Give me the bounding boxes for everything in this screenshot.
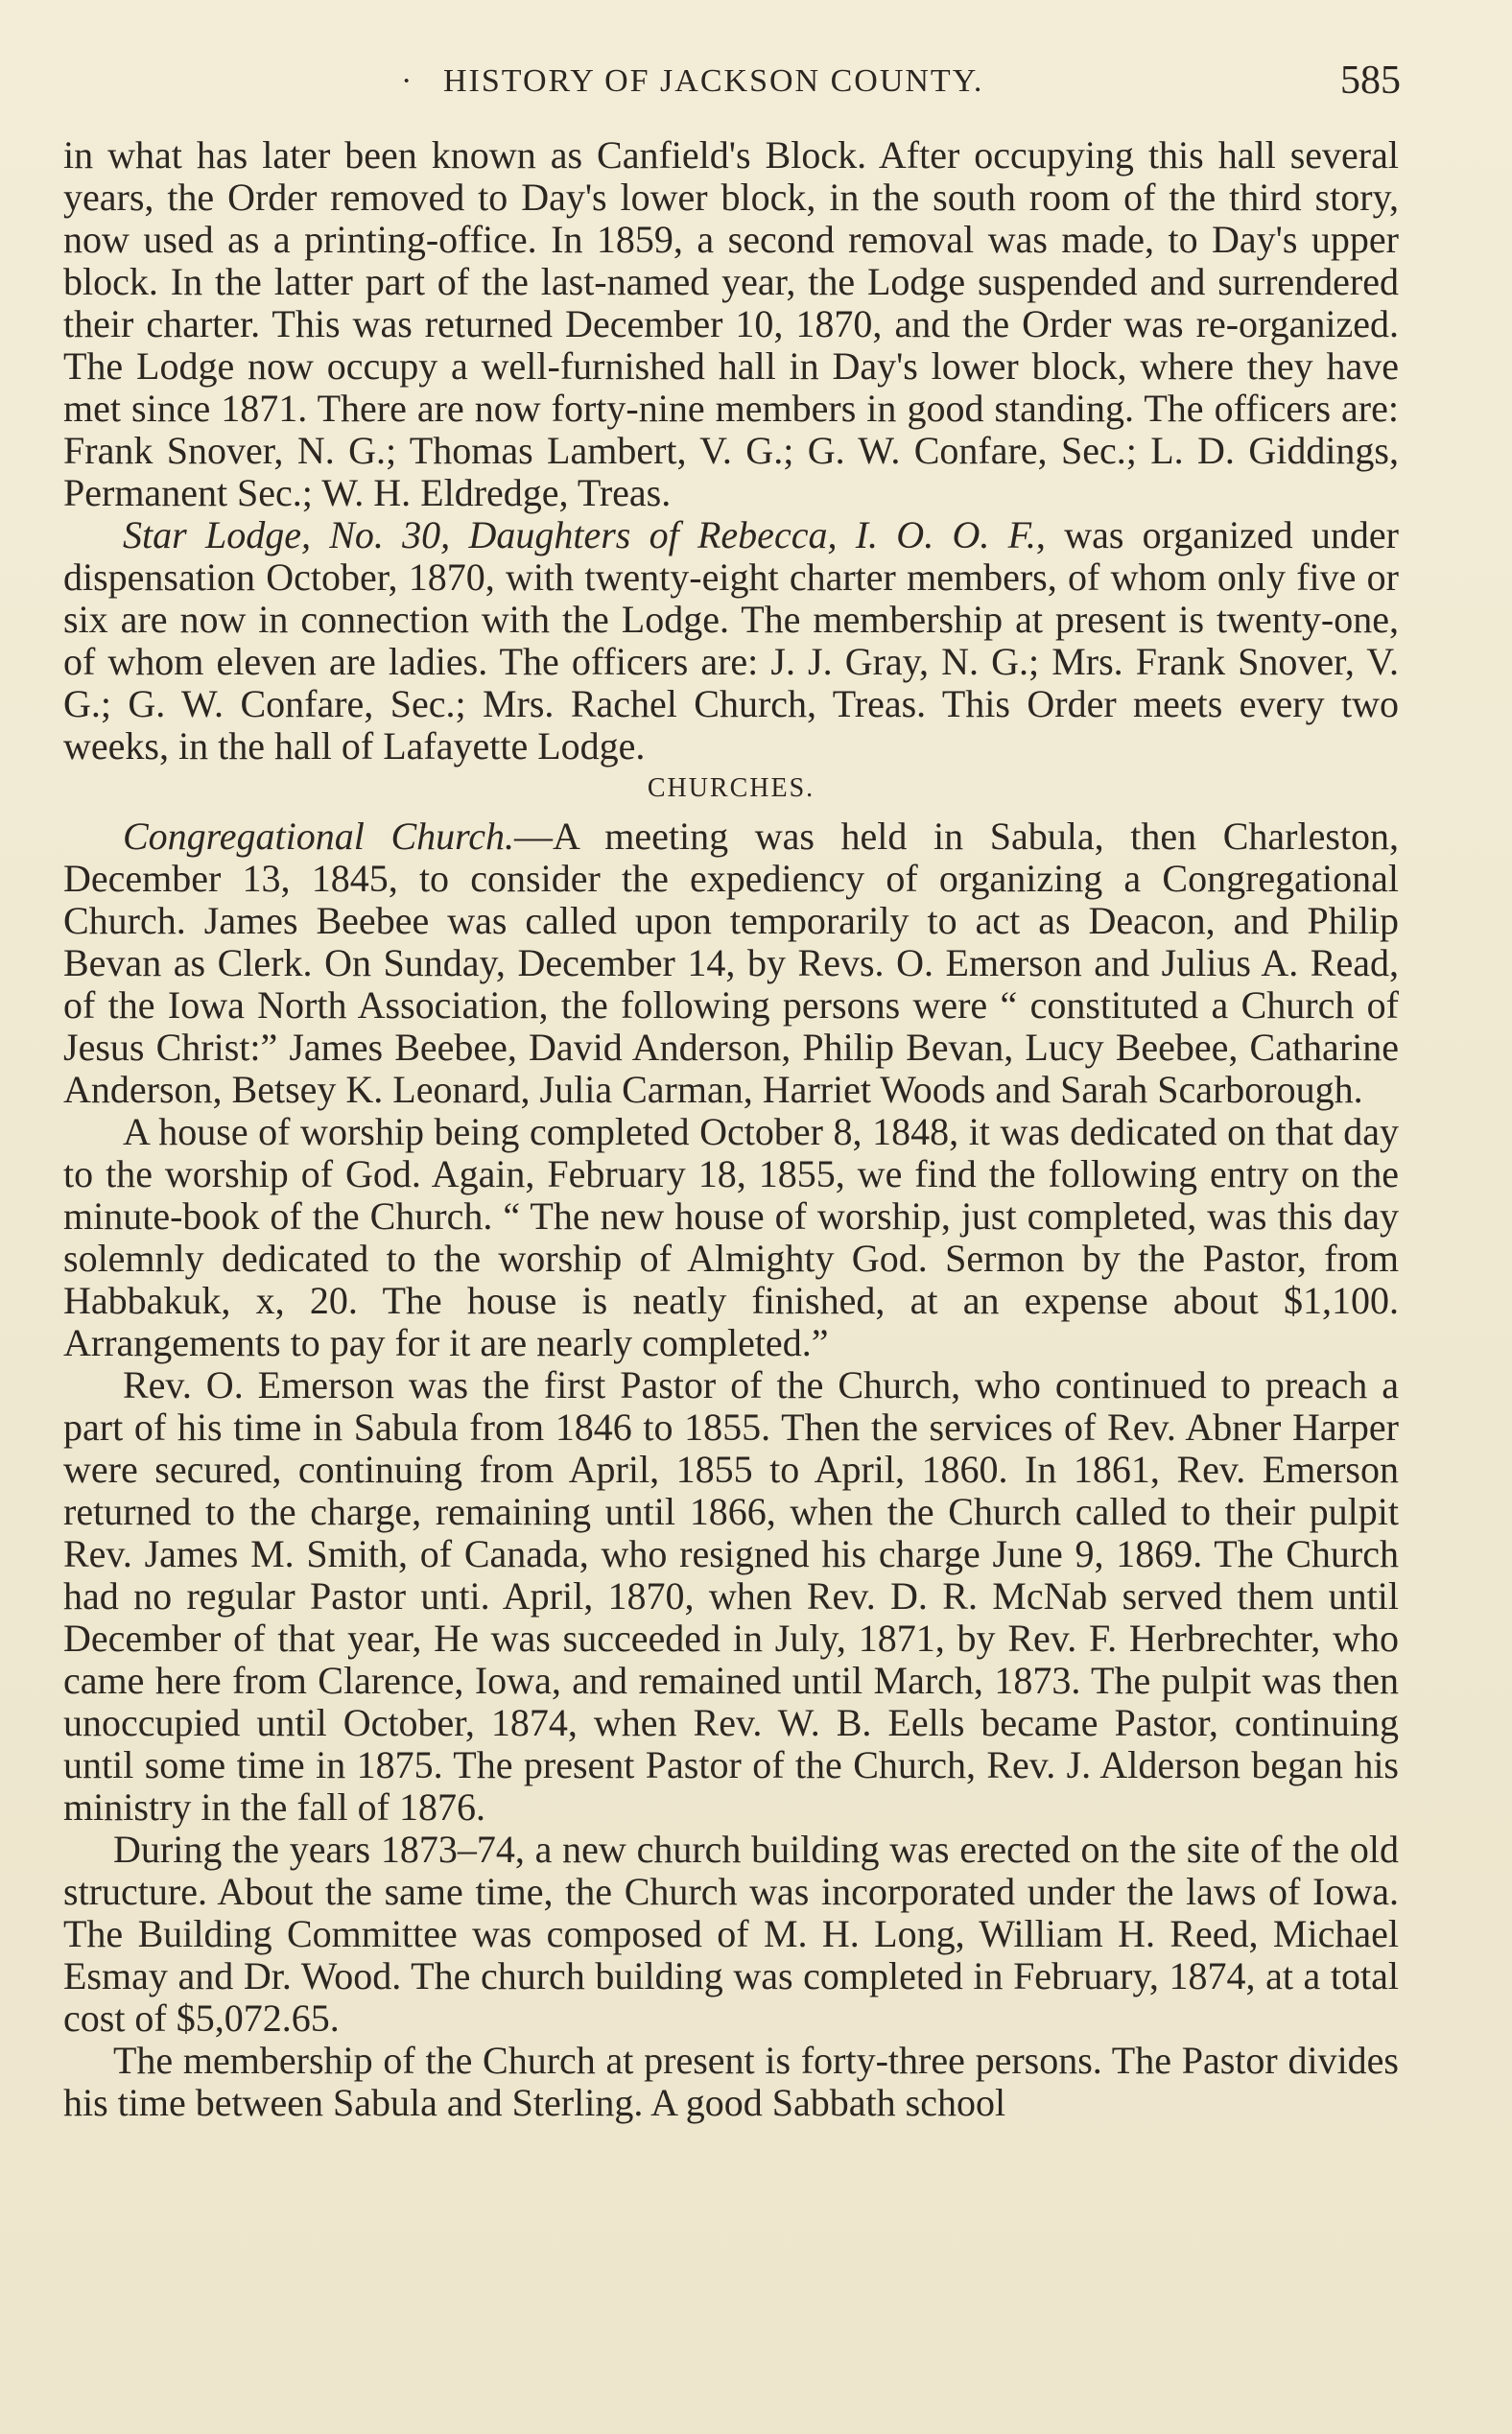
paragraph-pastors: Rev. O. Emerson was the first Pastor of the Church, who continued to preach a part of his time in Sabula from 1846 to 1855. Then the services of Rev. Abner Harper were secured, continuing from April, 1855 to April, 1860. In 1861, Rev. Emerson returned to the charge, remaining until 1866, when the Church called to their pulpit Rev. James M. Smith, of Canada, who resigned his charge June 9, 1869. The Church had no regular Pastor unti. April, 1870, when Rev. D. R. McNab served them until December of that year, He was succeeded in July, 1871, by Rev. F. Herbrechter, who came here from Clarence, Iowa, and remained until March, 1873. The pulpit was then unoccupied until October, 1874, when Rev. W. B. Eells became Pastor, continuing until some time in 1875. The present Pastor of the Church, Rev. J. Alderson began his ministry in the fall of 1876. [63, 1363, 1399, 1829]
paragraph-congregational-church [63, 815, 1399, 1111]
running-head [0, 56, 1512, 113]
star-lodge-title: Star Lodge, No. 30, Daughters of Rebecca, I. O. O. F. [123, 513, 1036, 556]
header-dot: · [401, 63, 413, 99]
paragraph-star-lodge [63, 514, 1399, 768]
congregational-church-title: Congregational Church. [123, 815, 514, 858]
section-heading-churches: CHURCHES. [647, 773, 815, 803]
star-lodge-text: , was organized under dispensation October, 1870, with twenty-eight charter members, of whom only five or six are now in connection with the Lodge. The membership at present is twenty-one, of whom eleven are ladies. The officers are: J. J. Gray, N. G.; Mrs. Frank Snover, V. G.; G. W. Confare, Sec.; Mrs. Rachel Church, Treas. This Order meets every two weeks, in the hall of Lafayette Lodge. [63, 513, 1399, 768]
paragraph-house-of-worship: A house of worship being completed October 8, 1848, it was dedicated on that day to the worship of God. Again, February 18, 1855, we find the following entry on the minute-book of the Church. “ The new house of worship, just completed, was this day solemnly dedicated to the worship of Almighty God. Sermon by the Pastor, from Habbakuk, x, 20. The house is neatly finished, at an expense about $1,100. Arrangements to pay for it are nearly completed.” [63, 1110, 1399, 1364]
paragraph-lodge-history: in what has later been known as Canfield's Block. After occupying this hall several years, the Order removed to Day's lower block, in the south room of the third story, now used as a printing-office. In 1859, a second removal was made, to Day's upper block. In the latter part of the last-named year, the Lodge suspended and surrendered their charter. This was returned December 10, 1870, and the Order was re-organized. The Lodge now occupy a well-furnished hall in Day's lower block, where they have met since 1871. There are now forty-nine members in good standing. The officers are: Frank Snover, N. G.; Thomas Lambert, V. G.; G. W. Confare, Sec.; L. D. Giddings, Permanent Sec.; W. H. Eldredge, Treas. [63, 133, 1399, 514]
congregational-church-text: —A meeting was held in Sabula, then Charleston, December 13, 1845, to consider the expediency of organizing a Congregational Church. James Beebee was called upon temporarily to act as Deacon, and Philip Bevan as Clerk. On Sunday, December 14, by Revs. O. Emerson and Julius A. Read, of the Iowa North Association, the following persons were “ constituted a Church of Jesus Christ:” James Beebee, David Anderson, Philip Bevan, Lucy Beebee, Catharine Anderson, Betsey K. Leonard, Julia Carman, Harriet Woods and Sarah Scarborough. [63, 815, 1399, 1111]
body-text [63, 134, 1399, 2124]
running-title: HISTORY OF JACKSON COUNTY. [443, 63, 984, 99]
page-number: 585 [1340, 59, 1401, 103]
paragraph-new-building: During the years 1873–74, a new church building was erected on the site of the old structure. About the same time, the Church was incorporated under the laws of Iowa. The Building Committee was composed of M. H. Long, William H. Reed, Michael Esmay and Dr. Wood. The church building was completed in February, 1874, at a total cost of $5,072.65. [63, 1828, 1399, 2040]
paragraph-membership: The membership of the Church at present is forty-three persons. The Pastor divides his time between Sabula and Sterling. A good Sabbath school [63, 2039, 1399, 2124]
